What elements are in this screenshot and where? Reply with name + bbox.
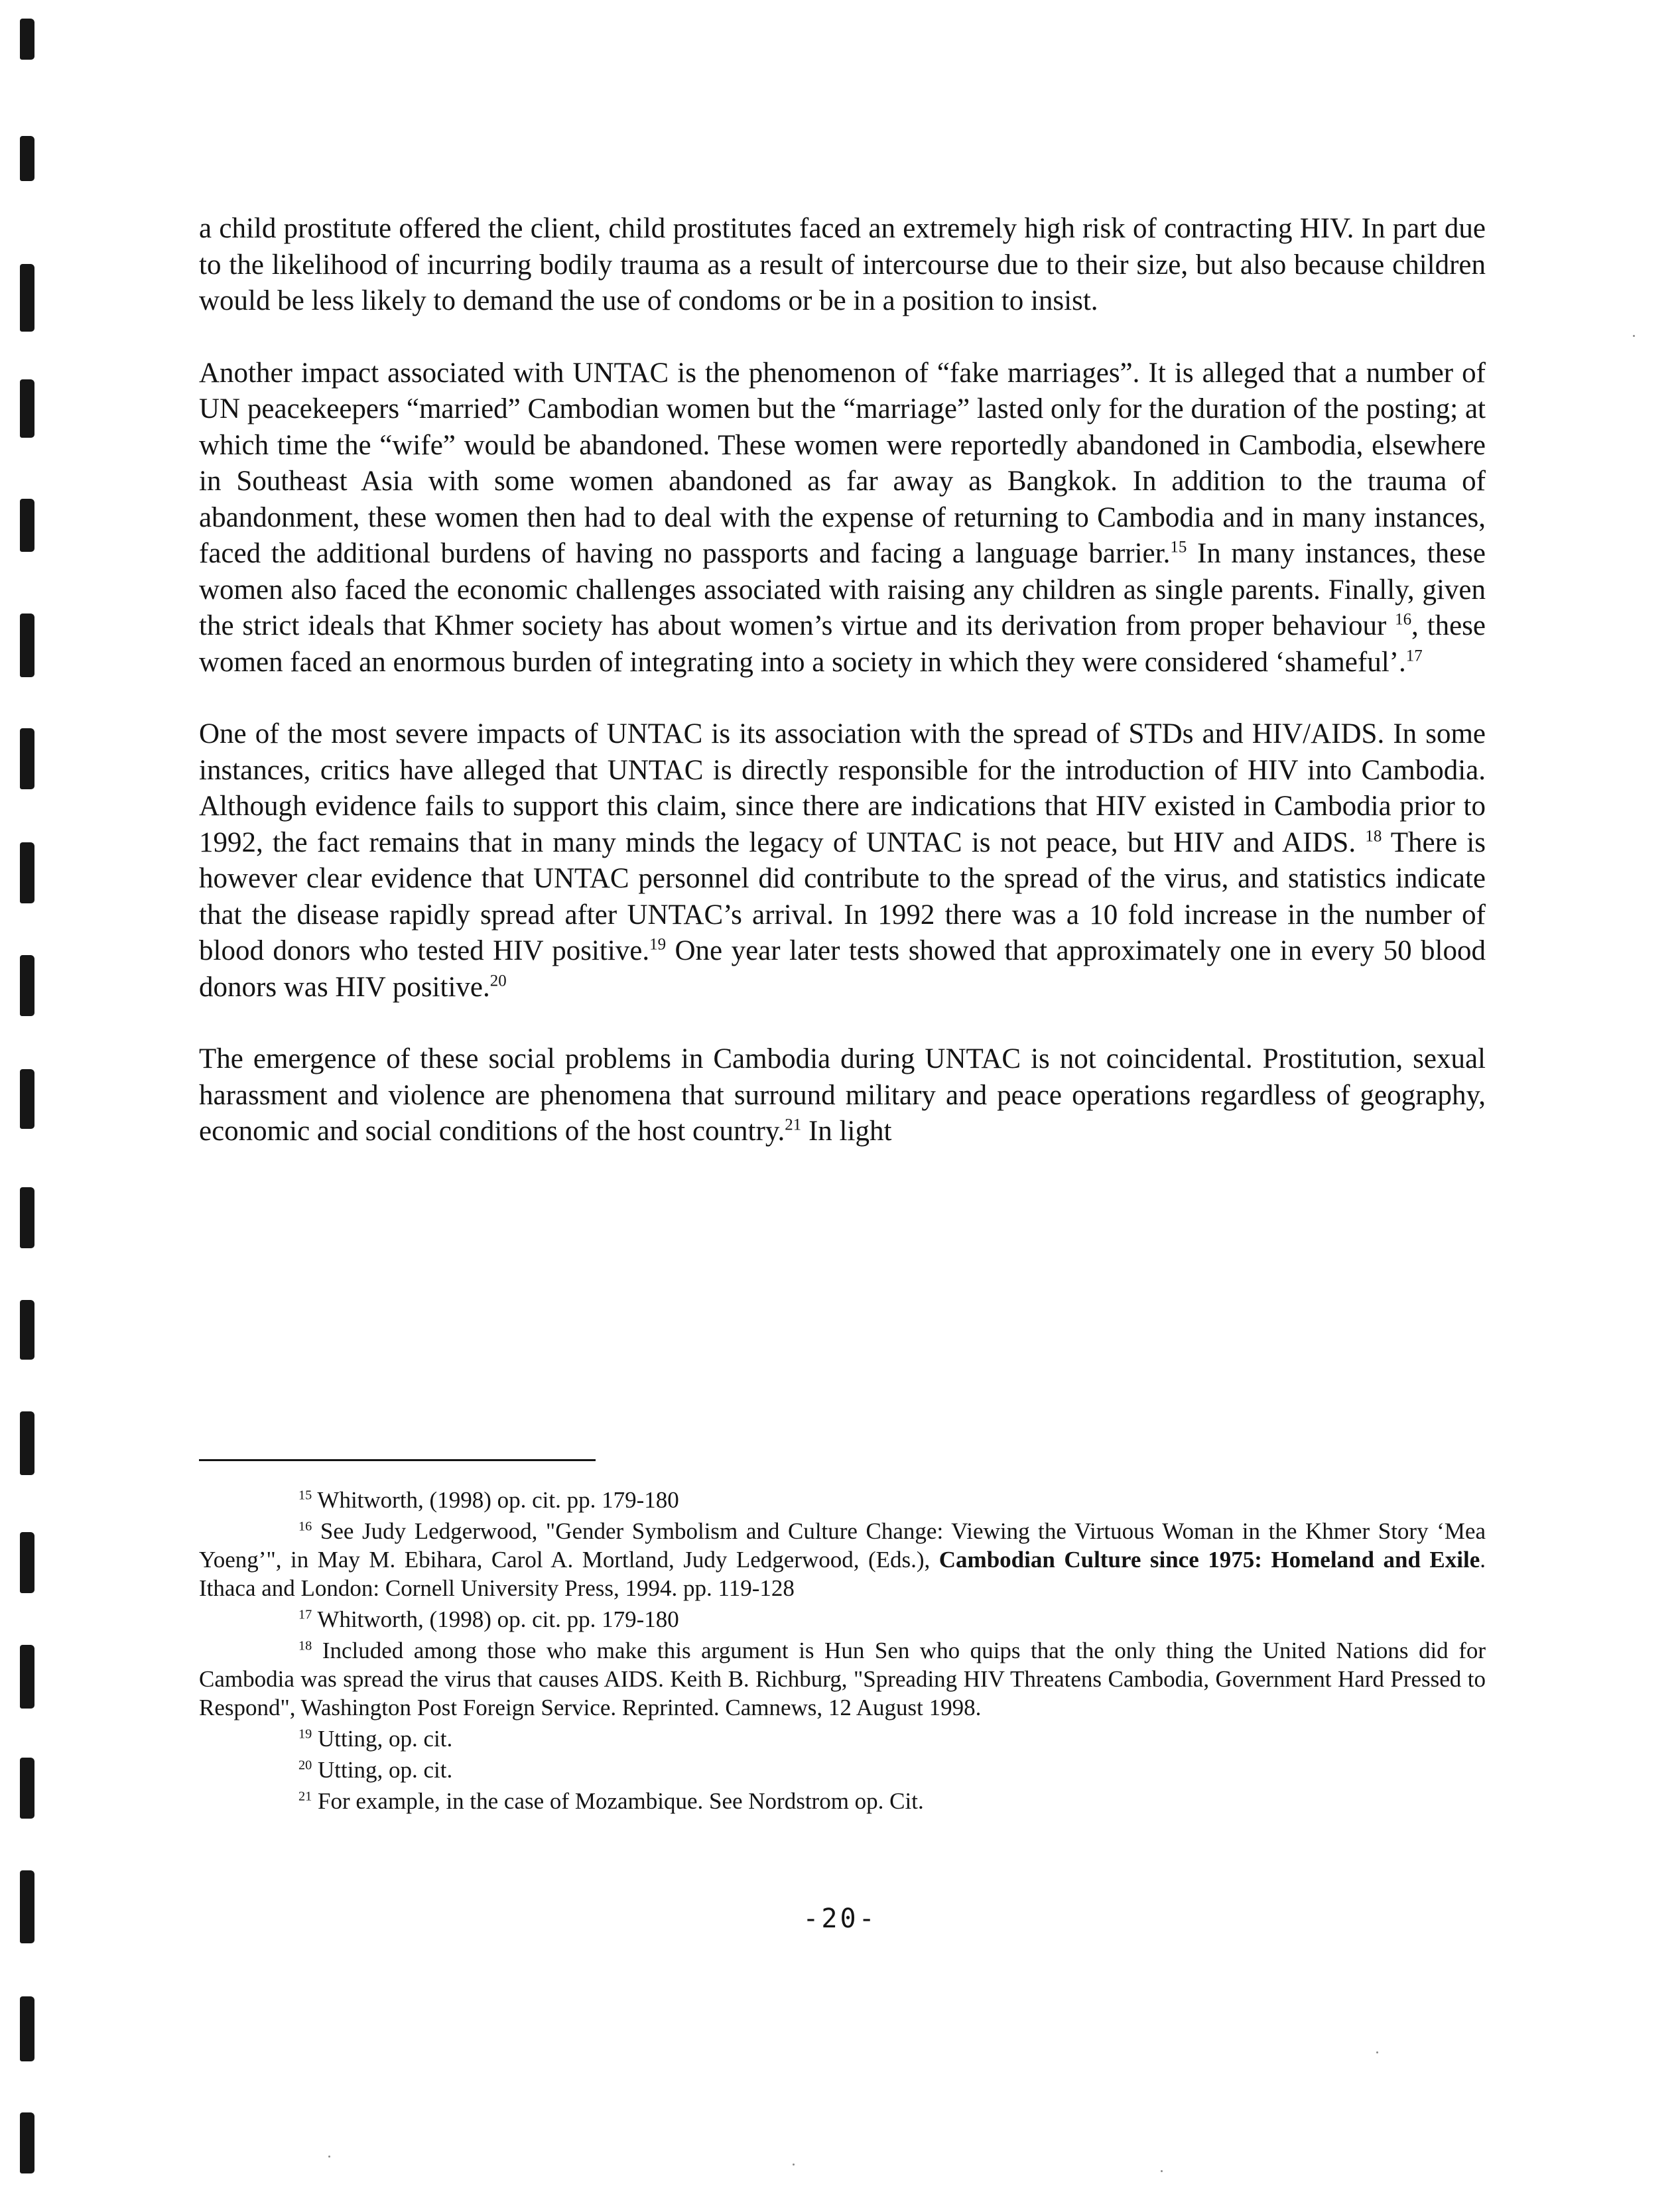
- text-run: . Ithaca and London: Cornell University Press, 1994. pp. 119-128: [199, 1547, 1486, 1601]
- footnote-ref: 17: [1405, 647, 1423, 665]
- page-number: -20-: [803, 1904, 877, 1934]
- binding-mark: [20, 1069, 34, 1129]
- binding-mark: [20, 842, 34, 903]
- footnotes: [199, 1486, 1486, 1818]
- binding-mark: [20, 1645, 34, 1709]
- binding-mark: [20, 614, 34, 677]
- binding-mark: [20, 1996, 34, 2061]
- text-run: One of the most severe impacts of UNTAC is its association with the spread of STDs and HIV/AIDS. In some instances, critics have alleged that UNTAC is directly responsible for the introduction of HIV into Cambodia. Although evidence fails to support this claim, since there are indications that HIV existed in Cambodia prior to 1992, the fact remains that in many minds the legacy of UNTAC is not peace, but HIV and AIDS.: [199, 718, 1486, 858]
- body-paragraph: [199, 356, 1486, 681]
- binding-mark: [20, 136, 34, 181]
- footnote-ref: 20: [489, 972, 507, 990]
- scan-speck: [1633, 335, 1635, 337]
- text-run: For example, in the case of Mozambique. See Nordstrom op. Cit.: [318, 1788, 924, 1814]
- text-run: Whitworth, (1998) op. cit. pp. 179-180: [317, 1606, 679, 1632]
- footnote-number: 20: [298, 1758, 312, 1773]
- footnote-ref: 18: [1365, 827, 1382, 846]
- footnote-number: 17: [298, 1607, 312, 1622]
- footnote-number: 19: [298, 1726, 312, 1742]
- text-run: There is however clear evidence that UNTAC personnel did contribute to the spread of the virus, and statistics indicate that the disease rapidly spread after UNTAC’s arrival. In 1992 there was a 10 fold increase in the number of blood donors who tested HIV positive.: [199, 826, 1486, 966]
- footnote: [199, 1605, 1486, 1634]
- bold-title: Cambodian Culture since 1975: Homeland and Exile: [938, 1547, 1480, 1573]
- text-run: Whitworth, (1998) op. cit. pp. 179-180: [317, 1487, 679, 1513]
- binding-mark: [20, 955, 34, 1016]
- binding-mark: [20, 264, 34, 332]
- footnote: [199, 1724, 1486, 1753]
- binding-mark: [20, 379, 34, 438]
- binding-mark: [20, 1411, 34, 1475]
- footnote-number: 16: [298, 1519, 312, 1534]
- binding-mark: [20, 19, 34, 60]
- scan-speck: [328, 2156, 330, 2158]
- text-run: In many instances, these women also faced the economic challenges associated with raising any children as single parents. Finally, given the strict ideals that Khmer society has about women’s virtue and its derivation from proper behaviour: [199, 538, 1486, 641]
- scan-speck: [1161, 2170, 1163, 2172]
- footnote-number: 15: [298, 1488, 312, 1503]
- binding-marks: [15, 0, 41, 2200]
- footnote-ref: 16: [1395, 610, 1412, 629]
- footnote: [199, 1756, 1486, 1784]
- footnote: [199, 1517, 1486, 1602]
- text-run: Another impact associated with UNTAC is the phenomenon of “fake marriages”. It is alleged that a number of UN peacekeepers “married” Cambodian women but the “marriage” lasted only for the duration of the posting; at which time the “wife” would be abandoned. These women were reportedly abandoned in Cambodia, elsewhere in Southeast Asia with some women abandoned as far away as Bangkok. In addition to the trauma of abandonment, these women then had to deal with the expense of returning to Cambodia and in many instances, faced the additional burdens of having no passports and facing a language barrier.: [199, 357, 1486, 569]
- footnote: [199, 1486, 1486, 1514]
- body-text: [199, 211, 1486, 1186]
- body-paragraph: [199, 211, 1486, 320]
- text-run: Included among those who make this argument is Hun Sen who quips that the only thing the United Nations did for Cambodia was spread the virus that causes AIDS. Keith B. Richburg, "Spreading HIV Threatens Cambodia, Government Hard Pressed to Respond", Washington Post Foreign Service. Reprinted. Camnews, 12 August 1998.: [199, 1638, 1486, 1720]
- binding-mark: [20, 1300, 34, 1360]
- binding-mark: [20, 1187, 34, 1248]
- binding-mark: [20, 1532, 34, 1593]
- body-paragraph: [199, 1041, 1486, 1150]
- footnote-number: 18: [298, 1638, 312, 1653]
- footnote-ref: 19: [649, 935, 667, 954]
- binding-mark: [20, 728, 34, 789]
- text-run: See Judy Ledgerwood, "Gender Symbolism and Culture Change: Viewing the Virtuous Woman in the Khmer Story ‘Mea Yoeng’", in May M. Ebihara, Carol A. Mortland, Judy Ledgerwood, (Eds.),: [199, 1518, 1486, 1573]
- footnote-separator: [199, 1459, 596, 1461]
- binding-mark: [20, 2112, 34, 2173]
- footnote-number: 21: [298, 1789, 312, 1804]
- binding-mark: [20, 1758, 34, 1819]
- text-run: a child prostitute offered the client, child prostitutes faced an extremely high risk of contracting HIV. In part due to the likelihood of incurring bodily trauma as a result of intercourse due to their size, but also because children would be less likely to demand the use of condoms or be in a position to insist.: [199, 213, 1486, 316]
- text-run: One year later tests showed that approximately one in every 50 blood donors was HIV positive.: [199, 935, 1486, 1003]
- text-run: The emergence of these social problems in Cambodia during UNTAC is not coincidental. Prostitution, sexual harassment and violence are phenomena that surround military and peace operations regardless of geography, economic and social conditions of the host country.: [199, 1043, 1486, 1147]
- body-paragraph: [199, 716, 1486, 1005]
- scan-speck: [793, 2164, 795, 2166]
- text-run: , these women faced an enormous burden of integrating into a society in which they were considered ‘shameful’.: [199, 610, 1486, 678]
- footnote: [199, 1636, 1486, 1722]
- text-run: Utting, op. cit.: [318, 1757, 453, 1783]
- text-run: In light: [801, 1116, 892, 1147]
- footnote-ref: 15: [1170, 538, 1187, 556]
- footnote: [199, 1787, 1486, 1815]
- footnote-ref: 21: [785, 1116, 802, 1134]
- binding-mark: [20, 499, 34, 552]
- text-run: Utting, op. cit.: [318, 1726, 453, 1752]
- scan-speck: [1376, 2051, 1378, 2053]
